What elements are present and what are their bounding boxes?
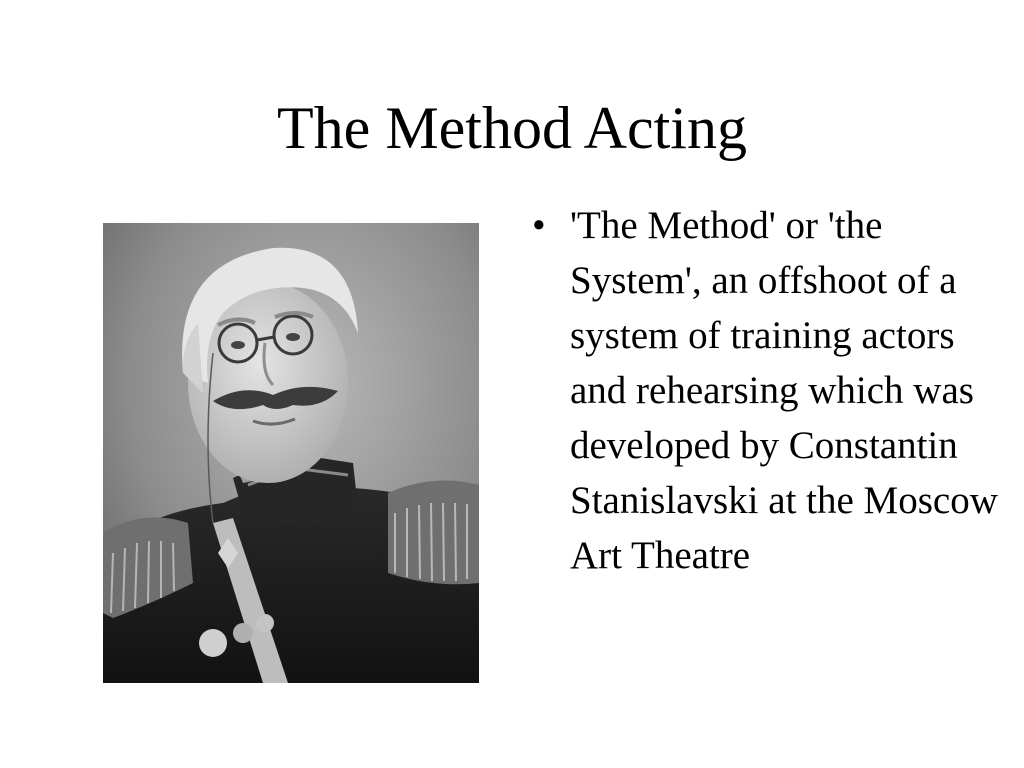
portrait-photo-icon [103, 223, 479, 683]
bullet-list [530, 198, 1000, 583]
bullet-text: 'The Method' or 'the System', an offshoot of a system of training actors and rehearsing which was developed by Constantin Stanislavski at the Moscow Art Theatre [570, 204, 998, 577]
slide-title: The Method Acting [277, 95, 747, 161]
bullet-item [530, 198, 1000, 583]
bullet-marker: • [532, 204, 546, 247]
portrait-photo [103, 223, 479, 683]
